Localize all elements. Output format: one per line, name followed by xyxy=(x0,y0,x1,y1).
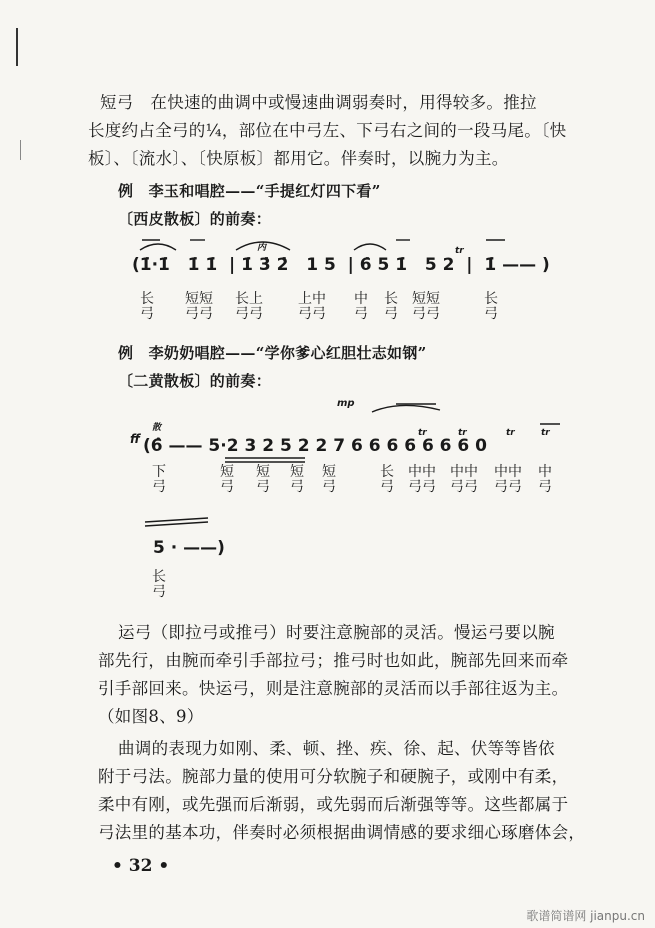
example-subtitle: 〔二黄散板〕的前奏： xyxy=(118,372,272,390)
paragraph-line: 弓法里的基本功，伴奏时必须根据曲调情感的要求细心琢磨体会， xyxy=(98,823,586,842)
bow-label: 短 弓 xyxy=(256,464,270,495)
example-subtitle: 〔西皮散板〕的前奏： xyxy=(118,210,272,228)
bow-label: 短短 弓弓 xyxy=(412,291,440,322)
example-title: 例 李奶奶唱腔——“学你爹心红胆壮志如钢” xyxy=(118,344,427,362)
paragraph-line: 长度约占全弓的¼，部位在中弓左、下弓右之间的一段马尾。〔快 xyxy=(88,121,567,140)
bow-label: 长 弓 xyxy=(380,464,394,495)
paragraph-line: 柔中有刚，或先强而后渐弱，或先弱而后渐强等等。这些都属于 xyxy=(98,795,569,814)
dynamic-ff: ff xyxy=(130,432,140,446)
paragraph-line: 运弓（即拉弓或推弓）时要注意腕部的灵活。慢运弓要以腕 xyxy=(118,623,555,642)
bow-label: 长 弓 xyxy=(384,291,398,322)
bow-label: 短 弓 xyxy=(290,464,304,495)
bow-label: 中中 弓弓 xyxy=(494,464,522,495)
bow-label: 长 弓 xyxy=(484,291,498,322)
bow-label: 长 弓 xyxy=(140,291,154,322)
bow-label: 中中 弓弓 xyxy=(408,464,436,495)
paragraph-line: 引手部回来。快运弓，则是注意腕部的灵活而以手部往返为主。 xyxy=(98,679,569,698)
bow-label: 下 弓 xyxy=(152,464,166,495)
bow-label: 长 弓 xyxy=(152,569,166,600)
bow-label: 短短 弓弓 xyxy=(185,291,213,322)
paragraph-line: 附于弓法。腕部力量的使用可分软腕子和硬腕子，或刚中有柔， xyxy=(98,767,569,786)
score-notes: (1̇·1̇ 1̇ 1̇ | 1̇ 3̇ 2̇ 1 5 | 6̇ 5 1̇ 5 2 | 1̇ —— ) xyxy=(132,255,550,275)
paragraph-line: 部先行，由腕而牵引手部拉弓；推弓时也如此，腕部先回来而牵 xyxy=(98,651,569,670)
trill-mark: tr xyxy=(455,246,464,256)
watermark: 歌谱简谱网 jianpu.cn xyxy=(526,909,645,923)
paragraph-line: （如图8、9） xyxy=(98,707,204,726)
bow-label: 中 弓 xyxy=(354,291,368,322)
bow-label: 短 弓 xyxy=(220,464,234,495)
trill-mark: tr xyxy=(506,428,515,438)
bow-label: 中 弓 xyxy=(538,464,552,495)
example-title: 例 李玉和唱腔——“手提红灯四下看” xyxy=(118,182,381,200)
score-notes: (6̂ —— 5·2 3 2 5 2 2 7 6 6 6 6 6 6 6 0 xyxy=(143,436,488,456)
bow-label: 中中 弓弓 xyxy=(450,464,478,495)
bow-label: 短 弓 xyxy=(322,464,336,495)
trill-mark: tr xyxy=(458,428,467,438)
bow-label: 长上 弓弓 xyxy=(235,291,263,322)
score-notes: 5 · ——) xyxy=(153,538,225,558)
bow-label: 上中 弓弓 xyxy=(298,291,326,322)
trill-mark: tr xyxy=(541,428,550,438)
paragraph-line: 短弓 在快速的曲调中或慢速曲调弱奏时，用得较多。推拉 xyxy=(100,93,537,112)
trill-mark: tr xyxy=(418,428,427,438)
page-number: • 32 • xyxy=(112,856,170,876)
paragraph-line: 板〕、〔流水〕、〔快原板〕都用它。伴奏时，以腕力为主。 xyxy=(88,149,509,168)
nei-mark: 内 xyxy=(257,243,267,253)
dynamic-mp: mp xyxy=(337,398,355,409)
san-mark: 散 xyxy=(152,423,162,433)
paragraph-line: 曲调的表现力如刚、柔、顿、挫、疾、徐、起、伏等等皆依 xyxy=(118,739,555,758)
